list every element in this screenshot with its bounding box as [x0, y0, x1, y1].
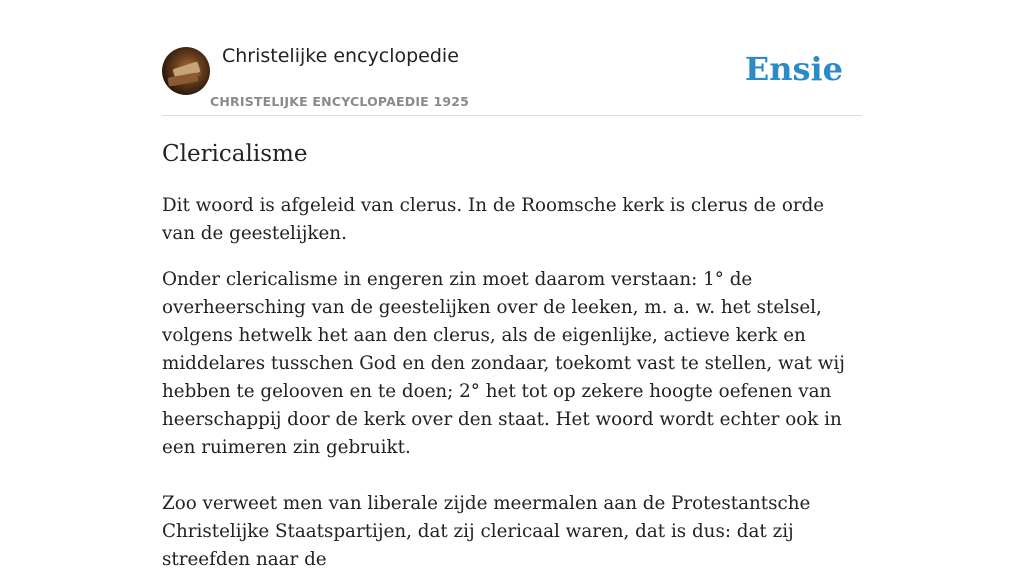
- book-image-lower: [167, 72, 198, 86]
- article: [162, 138, 862, 574]
- site-avatar[interactable]: [162, 47, 210, 95]
- article-title: Clericalisme: [162, 141, 308, 167]
- header-divider: [162, 115, 862, 116]
- article-paragraph: Dit woord is afgeleid van clerus. In de Roomsche kerk is clerus de orde van de geestelijken.: [162, 195, 825, 244]
- paragraph-gap: [162, 462, 862, 490]
- site-subtitle[interactable]: CHRISTELIJKE ENCYCLOPAEDIE 1925: [210, 94, 470, 109]
- ensie-logo[interactable]: Ensie: [744, 50, 843, 88]
- article-paragraph: Zoo verweet men van liberale zijde meermalen aan de Protestantsche Christelijke Staatspartijen, dat zij clericaal waren, dat is dus: dat zij streefden naar de: [162, 493, 811, 570]
- site-title[interactable]: Christelijke encyclopedie: [222, 45, 459, 67]
- article-paragraph: Onder clericalisme in engeren zin moet daarom verstaan: 1° de overheersching van de geestelijken over de leeken, m. a. w. het stelsel, volgens hetwelk het aan den clerus, als de eigenlijke, actieve kerk en middelares tusschen God en den zondaar, toekomt vast te stellen, wat wij hebben te gelooven en te doen; 2° het tot op zekere hoogte oefenen van heerschappij door de kerk over den staat. Het woord wordt echter ook in een ruimeren zin gebruikt.: [162, 269, 845, 458]
